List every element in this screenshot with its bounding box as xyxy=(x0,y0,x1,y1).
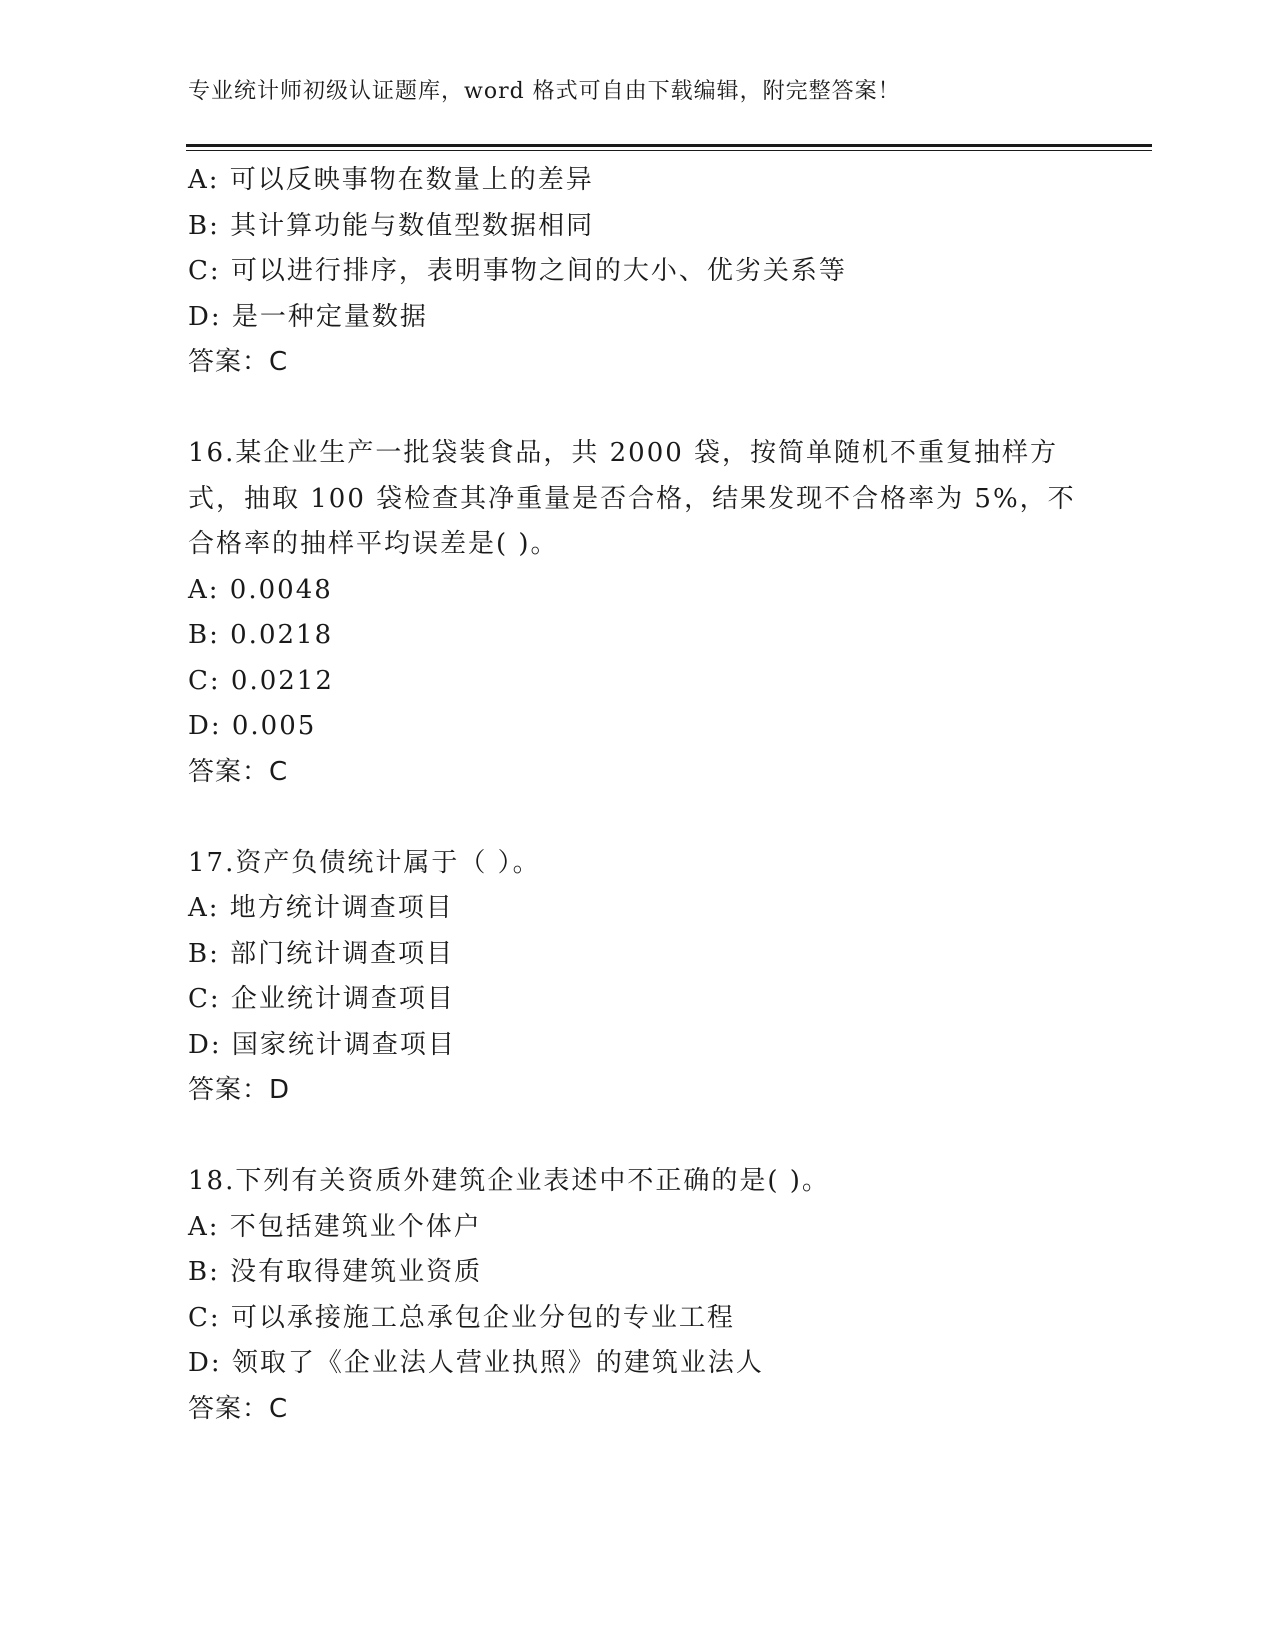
option-d: D: 0.005 xyxy=(188,711,317,741)
answer: 答案：C xyxy=(188,1393,289,1424)
question-15 xyxy=(188,158,1088,386)
question-stem: 17.资产负债统计属于（ ）。 xyxy=(188,847,541,878)
answer: 答案：C xyxy=(188,756,289,787)
option-d: D: 是一种定量数据 xyxy=(188,301,428,332)
question-17 xyxy=(188,841,1088,1114)
question-stem: 18.下列有关资质外建筑企业表述中不正确的是( )。 xyxy=(188,1166,830,1196)
header-note: 专业统计师初级认证题库，word 格式可自由下载编辑，附完整答案！ xyxy=(188,79,901,104)
option-b: B: 部门统计调查项目 xyxy=(188,938,455,969)
answer: 答案：D xyxy=(188,1075,291,1105)
option-a: A: 不包括建筑业个体户 xyxy=(188,1211,482,1242)
option-c: C: 可以承接施工总承包企业分包的专业工程 xyxy=(188,1302,735,1333)
option-b: B: 0.0218 xyxy=(188,620,334,650)
question-list xyxy=(188,158,1088,1432)
question-stem-line: 合格率的抽样平均误差是( )。 xyxy=(188,529,559,559)
option-c: C: 可以进行排序，表明事物之间的大小、优劣关系等 xyxy=(188,256,847,286)
question-18 xyxy=(188,1159,1088,1432)
spacer xyxy=(188,1114,1088,1160)
question-stem-line: 16.某企业生产一批袋装食品，共 2000 袋，按简单随机不重复抽样方 xyxy=(188,438,1059,468)
spacer xyxy=(188,795,1088,841)
option-a: A: 可以反映事物在数量上的差异 xyxy=(188,165,594,195)
option-c: C: 企业统计调查项目 xyxy=(188,984,455,1014)
header-rule-thick xyxy=(186,144,1152,147)
option-d: D: 领取了《企业法人营业执照》的建筑业法人 xyxy=(188,1348,764,1378)
option-d: D: 国家统计调查项目 xyxy=(188,1029,456,1060)
option-b: B: 其计算功能与数值型数据相同 xyxy=(188,210,595,241)
option-b: B: 没有取得建筑业资质 xyxy=(188,1257,483,1287)
question-stem-line: 式，抽取 100 袋检查其净重量是否合格，结果发现不合格率为 5%，不 xyxy=(188,483,1076,514)
option-a: A: 0.0048 xyxy=(188,574,333,605)
question-16 xyxy=(188,431,1088,795)
header-rule-thin xyxy=(186,150,1152,151)
answer: 答案：C xyxy=(188,347,289,377)
spacer xyxy=(188,386,1088,432)
option-c: C: 0.0212 xyxy=(188,665,334,696)
option-a: A: 地方统计调查项目 xyxy=(188,893,454,923)
